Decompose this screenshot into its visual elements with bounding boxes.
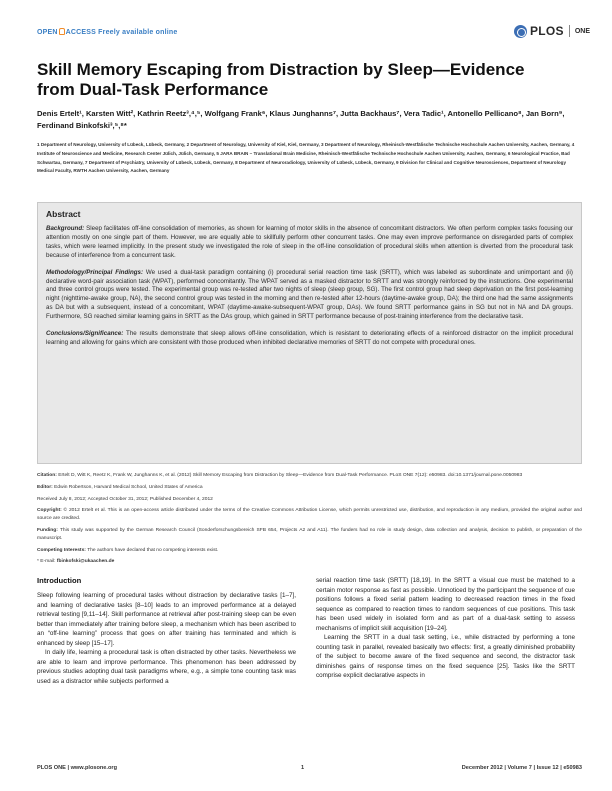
open-access-label: OPEN (37, 29, 58, 36)
copyright-text: © 2012 Ertelt et al. This is an open-access article distributed under the terms of the Creative Commons Attribution License, which permits unrestricted use, distribution, and reproduction in any medium, provided the original author and source are credited. (37, 508, 582, 522)
affiliations: 1 Department of Neurology, University of Lübeck, Lübeck, Germany, 2 Department of Neurology, University of Kiel, Kiel, Germany, 3 Department of Neurology, Rheinisch-Westfälische Technische Hochschule Aachen University, Aachen, Germany, 4 Institute of Neuroscience and Medicine, Research Center Jülich, Jülich, Germany, 5 JARA BRAIN – Translational Brain Medicine, Rheinisch-Westfälische Technische Hochschule Aachen University, Aachen, Germany, 6 Neurological Practice, Bad Schwartau, Germany, 7 Department of Psychiatry, University of Lübeck, Lübeck, Germany, 8 Department of Neuroradiology, University of Lübeck, Lübeck, Germany, 9 Division for Clinical and Cognitive Neurosciences, Department of Neurology Medical Faculty, RWTH Aachen University, Aachen, Germany (37, 142, 575, 174)
body-paragraph: In daily life, learning a procedural task is often distracted by other tasks. Nevertheless we are able to learn and improve performance. This phenomenon has been addressed by previous studies adopting dual task paradigms where, e.g., a simple tone counting task was used as a distractor while subjects performed a (37, 649, 296, 685)
abstract-box (37, 202, 582, 464)
abstract-conclusions (46, 330, 573, 348)
body-paragraph: Sleep following learning of procedural tasks without distraction by declarative tasks [1–7], and learning of declarative tasks [8–10] leads to an improved performance at a delayed retrieval testing [9,11–14]. Skill performance at retrieval after post-training sleep can be even better than immediately after training before sleep, a mechanism which has been ascribed to an “off-line learning” process that goes on after training has terminated and which is enhanced by sleep [15–17]. (37, 592, 296, 647)
open-access-badge (37, 28, 177, 36)
abstract-methods (46, 269, 573, 322)
methods-text: We used a dual-task paradigm containing (i) procedural serial reaction time task (SRTT), which was labeled as subordinate and unimportant and (ii) declarative word-pair association task (WPAT), performed concomitantly. The WPAT served as a masked distractor to SRTT and was strongly reinforced by the instructions. One experimental and three control groups were tested. The experimental group was re-tested after two nights of sleep (sleep group, SG). The first control group had sleep deprivation on the first post-learning night (nighttime-awake group, NA), the second control group was tested in the morning and then re-tested after 12-hours (daytime-awake group, DA); the third one had the same assignments as DA but with a subsequent, instead of a concomitant, WPAT (daytime-awake-subsequent-WPAT group, DAs). We found SRTT performance gains in SG but not in NA and DA groups. Furthermore, SG reached similar learning gains in SRTT as the DAs group, which gained in SRTT performance because of post-training interference from the declarative task. (46, 268, 573, 321)
editor-text: Edwin Robertson, Harvard Medical School, United States of America (54, 484, 203, 490)
body-paragraph: serial reaction time task (SRTT) [18,19]. In the SRTT a visual cue must be matched to a certain motor response as fast as possible. Unnoticed by the participant the sequence of cue positions follows a fixed serial pattern leading to decreased reaction times in the fixed sequence as compared to reaction times to random sequences of cue positions. This task has been used widely in isolated form and as part of a dual-task setting to assess mechanisms of implicit skill acquisition [19–24]. (316, 577, 575, 632)
funding (37, 527, 582, 543)
footer-issue: December 2012 | Volume 7 | Issue 12 | e50983 (461, 765, 582, 771)
background-label: Background: (46, 225, 85, 232)
funding-text: This study was supported by the German Research Council (Sonderforschungsbereich SFB 654, Projects A2 and A11). The funders had no role in study design, data collection and analysis, decision to publish, or preparation of the manuscript. (37, 527, 582, 541)
logo-suffix: ONE (574, 27, 590, 35)
plos-one-logo (514, 22, 590, 40)
email-label: * E-mail: (37, 559, 56, 565)
citation-label: Citation: (37, 473, 57, 478)
body-column-left (37, 576, 296, 686)
page-number: 1 (301, 765, 305, 771)
conclusions-label: Conclusions/Significance: (46, 330, 124, 338)
corresponding-email (37, 558, 582, 566)
body-column-right (316, 576, 575, 681)
email-address[interactable]: fbinkofski@ukaachen.de (56, 559, 115, 565)
copyright-label: Copyright: (37, 508, 62, 514)
journal-header (0, 0, 612, 58)
editor (37, 484, 582, 492)
plos-logo-icon (514, 25, 527, 38)
abstract-background (46, 225, 573, 261)
article-metadata (37, 472, 582, 570)
open-lock-icon (59, 28, 65, 35)
background-text: Sleep facilitates off-line consolidation of memories, as shown for learning of motor skills in the absence of concomitant distractors. We often perform complex tasks focusing our attention mostly on one single part of them. However, we are equally able to skillfully perform other concurrent tasks. One may even improve performance on disregarded parts of complex tasks, which were learned implicitly. In the present study we investigated the role of sleep in the off-line consolidation of procedural skills when attention is diverted from the procedural task because of interference from a concurrent task. (46, 225, 573, 259)
competing-label: Competing Interests: (37, 547, 86, 553)
open-access-note: Freely available online (98, 29, 178, 36)
copyright (37, 507, 582, 523)
competing-interests (37, 547, 582, 555)
funding-label: Funding: (37, 527, 58, 533)
introduction-heading: Introduction (37, 576, 82, 585)
page-footer (37, 765, 582, 775)
citation-text: Ertelt D, Witt K, Reetz K, Frank W, Junghanns K, et al. (2012) Skill Memory Escaping from Distraction by Sleep—Evidence from Dual-Task Performance. PLoS ONE 7(12): e50983. doi:10.1371/journal.pone.0050983 (58, 473, 523, 478)
footer-journal: PLOS ONE | www.plosone.org (37, 765, 117, 771)
article-title: Skill Memory Escaping from Distraction by Sleep—Evidence from Dual-Task Performance (37, 60, 525, 99)
conclusions-text: The results demonstrate that sleep allows off-line consolidation, which is resistant to deteriorating effects of a reinforced distractor on the implicit procedural learning and allowing for gains which are consistent with those produced when inhibited declarative memories of SRTT do not compete with procedural ones. (46, 330, 573, 346)
editor-label: Editor: (37, 484, 53, 490)
logo-divider (569, 25, 570, 37)
citation (37, 472, 582, 480)
methods-label: Methodology/Principal Findings: (46, 268, 144, 276)
competing-text: The authors have declared that no competing interests exist. (87, 547, 219, 553)
logo-text: PLOS (529, 24, 564, 38)
author-list: Denis Ertelt¹, Karsten Witt², Kathrin Reetz³,⁴,⁵, Wolfgang Frank⁶, Klaus Junghanns⁷, Jutta Backhaus⁷, Vera Tadic¹, Antonello Pellicano⁸, Jan Born⁹, Ferdinand Binkofski³,⁵,⁸* (37, 109, 565, 130)
abstract-heading: Abstract (46, 209, 81, 219)
access-label: ACCESS (65, 29, 97, 36)
body-paragraph: Learning the SRTT in a dual task setting, i.e., while distracted by performing a tone counting task in parallel, revealed basically two effects: first, a greatly diminished probability of the subject to become aware of the fixed sequence and second, the distractor task diminishes gains of response times on the fixed sequence [25]. Tasks like the SRTT comprise explicit declarative aspects in (316, 634, 575, 679)
dates: Received July 8, 2012; Accepted October 31, 2012; Published December 4, 2012 (37, 496, 213, 502)
